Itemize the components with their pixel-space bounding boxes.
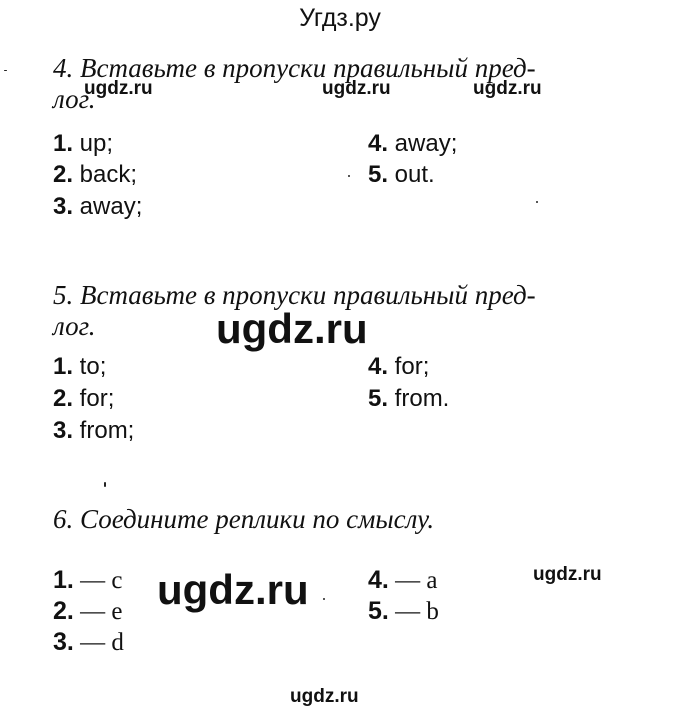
task5-answer-2: 2. for; <box>53 385 115 412</box>
task4-answer-3: 3. away; <box>53 193 143 220</box>
task4-heading-line2: лог. <box>53 84 96 114</box>
task4-answer-2: 2. back; <box>53 161 138 188</box>
task5-answer-1: 1. to; <box>53 353 107 380</box>
watermark: ugdz.ru <box>473 78 542 99</box>
watermark: ugdz.ru <box>157 566 309 613</box>
task6-answer-3: 3. — d <box>53 628 124 656</box>
task5-answer-3: 3. from; <box>53 417 135 444</box>
task5-heading-line1: 5. Вставьте в пропуски правильный пред- <box>53 280 536 310</box>
watermark: ugdz.ru <box>290 686 359 707</box>
watermark: ugdz.ru <box>216 305 368 352</box>
scan-speck <box>104 482 106 487</box>
scan-speck <box>323 598 325 600</box>
task6-heading: 6. Соедините реплики по смыслу. <box>53 504 435 534</box>
task5-heading-line2: лог. <box>53 311 96 341</box>
task6-answer-4: 4. — a <box>368 566 438 594</box>
task6-answer-1: 1. — c <box>53 566 123 594</box>
task4-answer-1: 1. up; <box>53 130 114 157</box>
site-title: Угдз.ру <box>299 4 381 32</box>
scan-speck <box>536 201 538 203</box>
task6-answer-5: 5. — b <box>368 597 439 625</box>
task4-answer-4: 4. away; <box>368 130 458 157</box>
watermark: ugdz.ru <box>322 78 391 99</box>
scan-speck <box>4 70 7 71</box>
task4-answer-5: 5. out. <box>368 161 435 188</box>
scan-speck <box>348 175 350 177</box>
watermark: ugdz.ru <box>533 564 602 585</box>
task6-answer-2: 2. — e <box>53 597 123 625</box>
task5-answer-5: 5. from. <box>368 385 450 412</box>
watermark: ugdz.ru <box>84 78 153 99</box>
task5-answer-4: 4. for; <box>368 353 430 380</box>
task4-heading-line1: 4. Вставьте в пропуски правильный пред- <box>53 53 536 83</box>
